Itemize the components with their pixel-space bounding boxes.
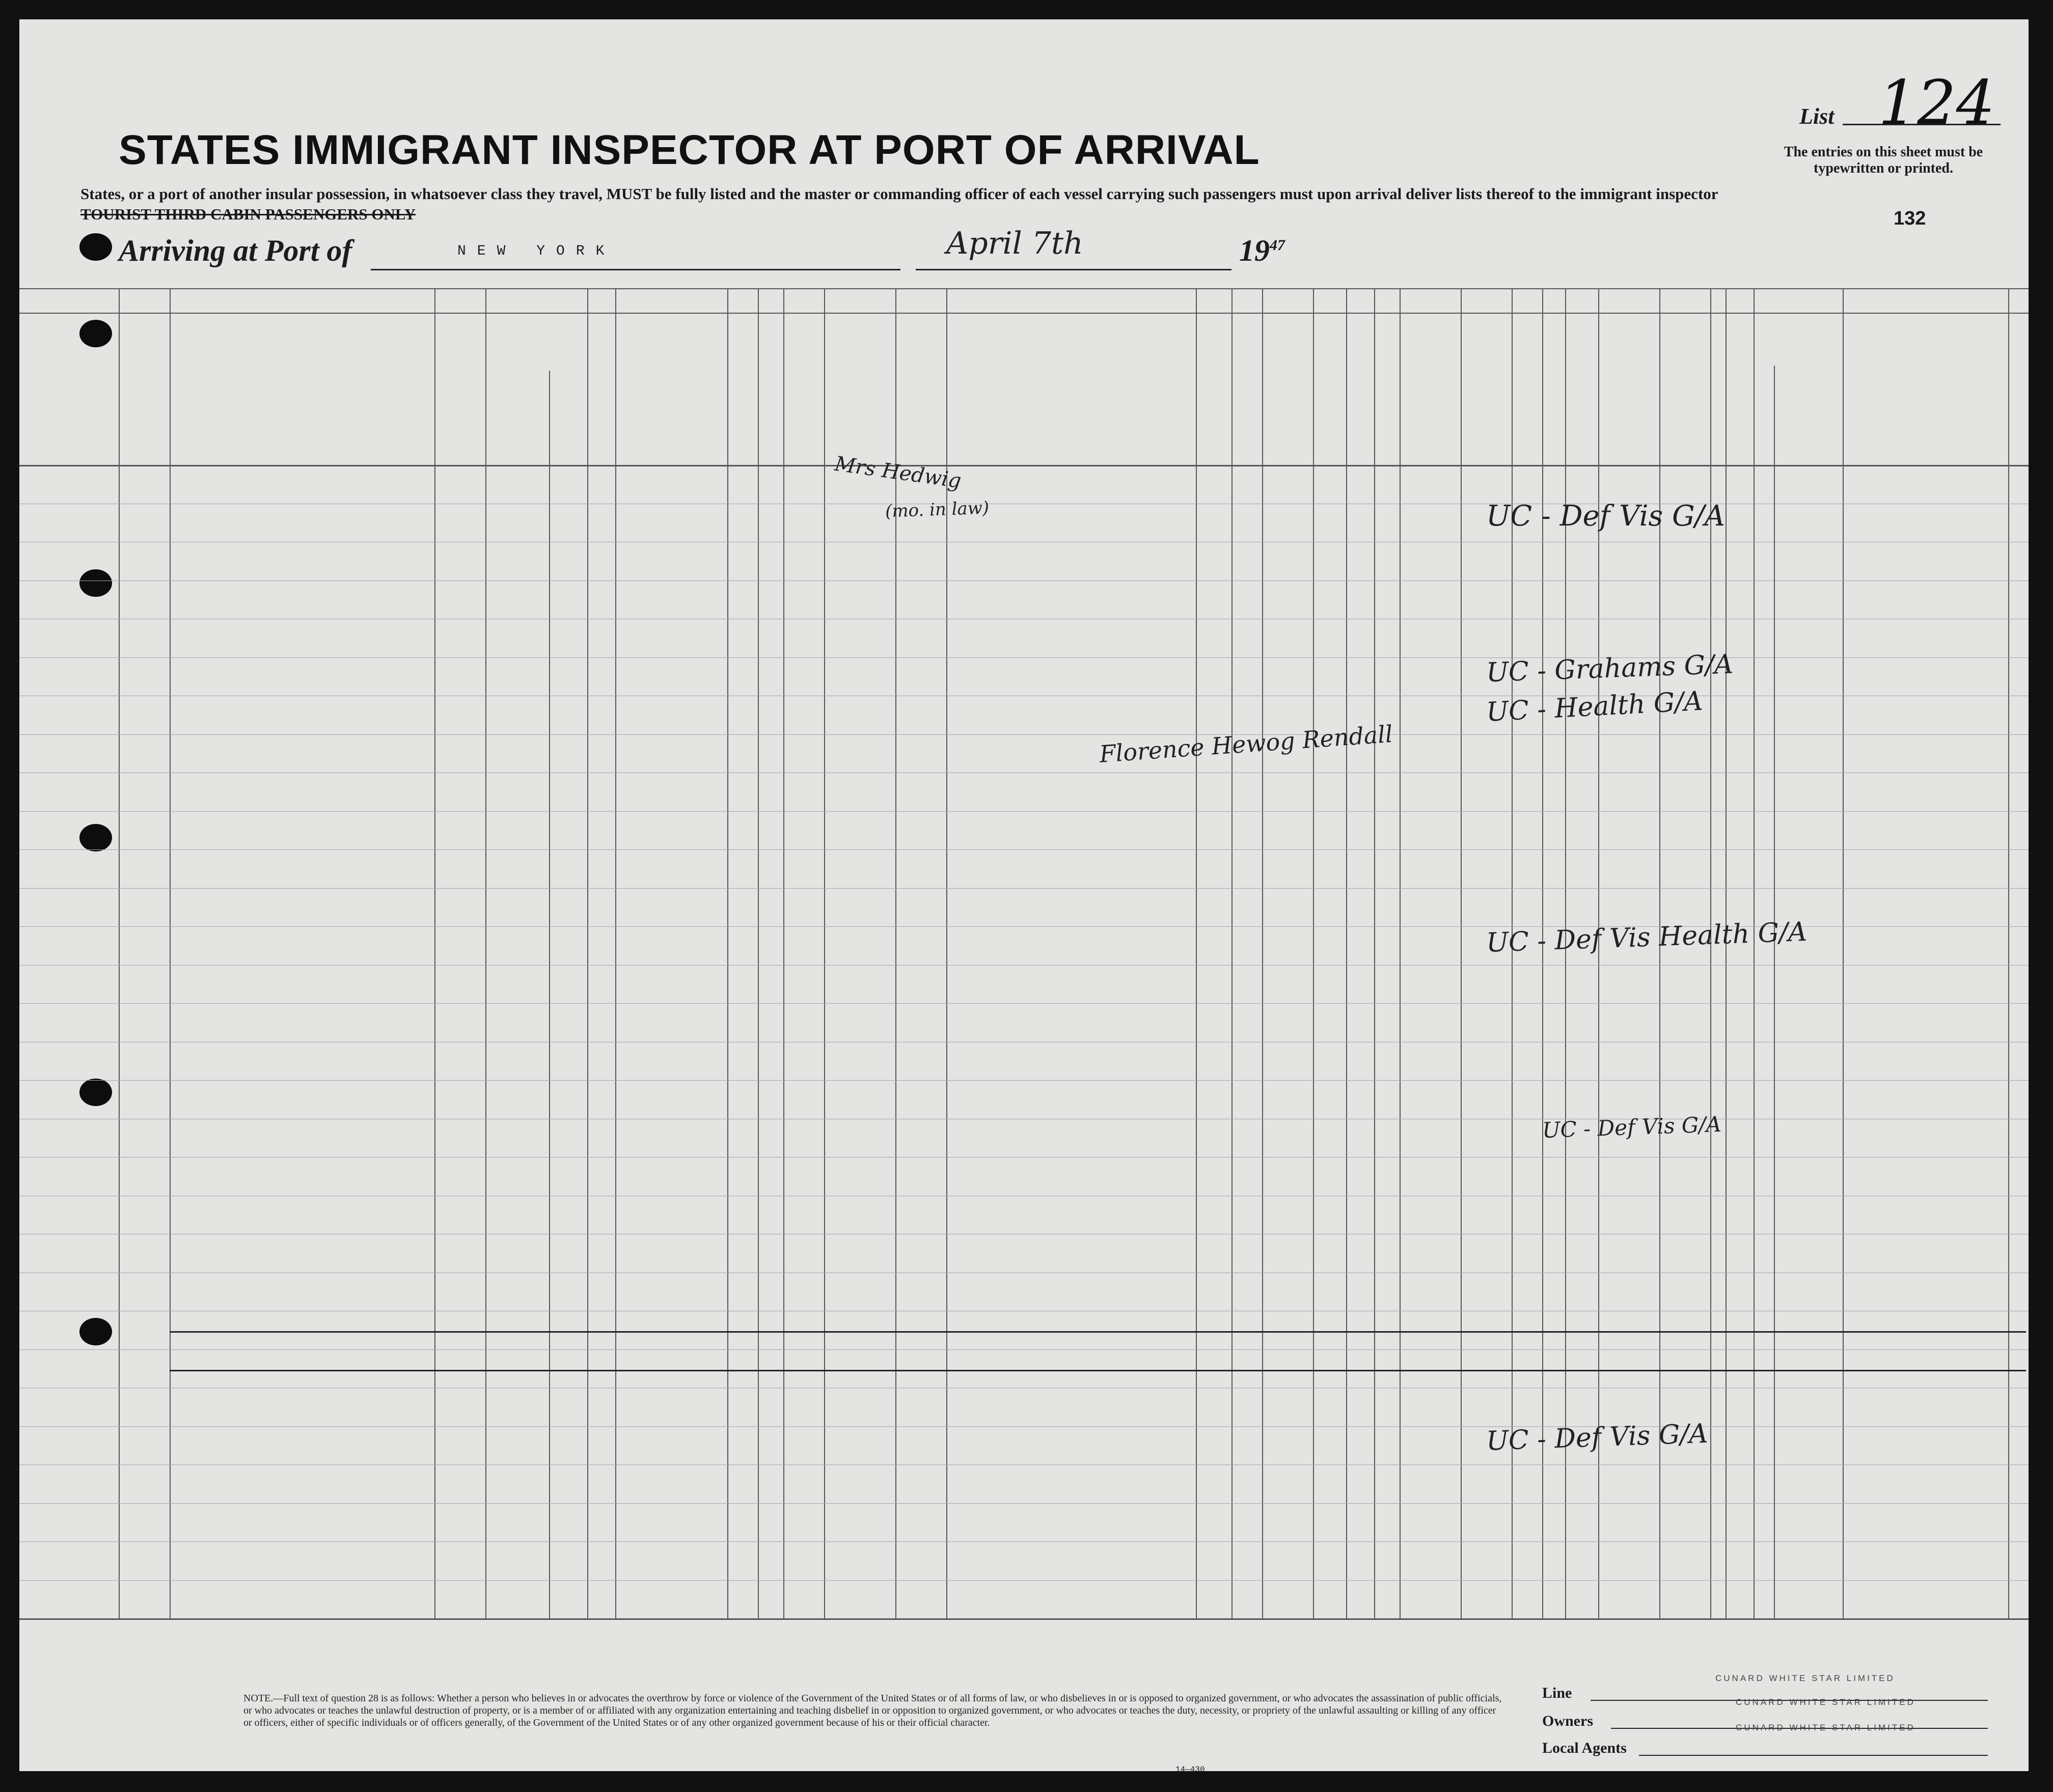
header-join	[1198, 355, 1311, 427]
header-inches	[1775, 406, 1842, 462]
header-anarchist	[1513, 317, 1541, 462]
column-rule	[1659, 288, 1660, 1618]
column-rule	[485, 288, 486, 1618]
arrival-year: $19^{47}$	[1239, 234, 1285, 267]
header-feet	[1755, 406, 1773, 462]
header-deformed	[1728, 350, 1751, 462]
column-rule	[1754, 288, 1755, 1618]
port-underline	[371, 269, 900, 270]
instruction-line: States, or a port of another insular possession, in whatsoever class they travel, MUST be fully listed and the master or commanding officer of each vessel carrying such passengers must upon arrival deliver lists thereof to the immigrant inspector	[80, 185, 1718, 203]
header-where	[897, 411, 944, 427]
column-rule	[587, 288, 588, 1618]
header-height	[1756, 340, 1841, 355]
column-rule	[895, 288, 896, 1618]
column-rule	[2008, 288, 2009, 1618]
handwritten-where: Mrs Hedwig	[833, 452, 963, 493]
column-rule	[1262, 288, 1263, 1618]
company-stamp: CUNARD WHITE STAR LIMITED	[1736, 1723, 1915, 1732]
header-excluded	[1599, 317, 1658, 462]
column-rule	[615, 288, 616, 1618]
header-if-yes	[826, 376, 944, 391]
header-deported	[1660, 317, 1709, 462]
agents-underline	[1639, 1755, 1988, 1756]
header-no-on-list	[121, 355, 168, 437]
column-rule	[758, 288, 759, 1618]
handwritten-overwrite: Florence Hewog Rendall	[1098, 720, 1394, 768]
row-rule	[19, 1426, 2029, 1427]
column-rule	[727, 288, 728, 1618]
punch-hole	[79, 233, 112, 261]
header-usa	[551, 376, 613, 401]
row-rule	[19, 1503, 2029, 1504]
handwritten-overwrite: UC - Def Vis G/A	[1542, 1111, 1722, 1143]
header-date-left	[948, 406, 1194, 457]
handwritten-overwrite: UC - Def Vis G/A	[1486, 1418, 1709, 1457]
column-rule	[1400, 288, 1401, 1618]
header-purpose-b	[1347, 352, 1373, 462]
column-rule	[824, 288, 825, 1618]
column-rule	[1346, 288, 1347, 1618]
header-rule	[19, 465, 2029, 466]
row-rule	[19, 1580, 2029, 1581]
header-period	[826, 406, 893, 447]
row-rule	[19, 811, 2029, 812]
row-rule	[19, 888, 2029, 889]
header-city	[487, 422, 613, 437]
row-rule	[19, 1349, 2029, 1350]
header-health	[1712, 350, 1723, 432]
header-before-sub	[785, 362, 944, 374]
header-purpose-c	[1375, 352, 1399, 462]
question-28-note: NOTE.—Full text of question 28 is as follows: Whether a person who believes in or advocates the overthrow by force or violence of the Government of the United States or of all forms of law, or who disbelieves in or is opposed to organized government, or who advocates the assassination of public officials, or who advocates or teaches the unlawful destruction of property, or is a member of or affiliated with any organization entertaining and teaching disbelief in or opposition to organized government, or who advocates or teaches the duty, necessity, or propriety of the unlawful assaulting or killing of any officer or officers, either of specific individuals or of officers generally, of the Government of the United States or of any other organized government because of his or their official character.	[243, 1693, 1502, 1728]
list-label: List	[1799, 104, 1835, 129]
header-final-destination-sub	[436, 332, 613, 347]
column-rule	[1774, 366, 1775, 1618]
strike-through	[170, 1370, 2026, 1371]
stamp-number: 132	[1894, 208, 1926, 229]
header-yes-no	[785, 401, 822, 437]
header-purpose-a	[1314, 352, 1345, 462]
column-rule	[170, 288, 171, 1618]
company-stamp: CUNARD WHITE STAR LIMITED	[1715, 1673, 1895, 1683]
port-value: NEW YORK	[457, 243, 616, 259]
date-underline	[916, 269, 1231, 270]
punch-hole	[79, 320, 112, 347]
header-by-whom-sub	[729, 381, 756, 457]
header-rule	[19, 1618, 2029, 1620]
list-note: The entries on this sheet must be typewritten or printed.	[1784, 144, 1983, 176]
row-rule	[19, 1541, 2029, 1542]
strike-through	[170, 1331, 2026, 1333]
punch-hole	[79, 569, 112, 597]
arriving-label: Arriving at Port of	[119, 234, 352, 267]
row-rule	[19, 1003, 2029, 1004]
column-rule	[1843, 288, 1844, 1618]
form-code: 14—430	[1175, 1765, 1205, 1771]
header-complexion	[1845, 371, 2006, 391]
column-rule	[1313, 288, 1314, 1618]
column-rule	[434, 288, 435, 1618]
header-by-whom	[729, 345, 756, 376]
handwritten-note: (mo. in law)	[885, 497, 990, 522]
header-money	[759, 317, 782, 462]
list-number: 124	[1878, 68, 1995, 139]
row-rule	[19, 849, 2029, 850]
column-rule	[119, 288, 120, 1618]
header-before	[785, 327, 944, 363]
header-labor-offer	[1566, 317, 1597, 462]
column-rule	[1710, 288, 1711, 1618]
company-stamp: CUNARD WHITE STAR LIMITED	[1736, 1697, 1915, 1707]
handwritten-overwrite: UC - Def Vis G/A	[1486, 499, 1726, 533]
header-purpose	[1315, 322, 1398, 347]
header-relative	[172, 345, 432, 457]
header-polygamist	[1462, 317, 1511, 462]
column-rule	[783, 288, 784, 1618]
handwritten-overwrite: UC - Grahams G/A	[1486, 649, 1734, 688]
header-hair	[2010, 406, 2029, 422]
handwritten-overwrite: UC - Def Vis Health G/A	[1486, 917, 1808, 958]
column-rule	[1726, 288, 1727, 1618]
class-line: TOURIST THIRD CABIN PASSENGERS ONLY	[80, 205, 416, 223]
row-rule	[19, 965, 2029, 966]
column-rule	[1231, 288, 1233, 1618]
row-rule	[19, 734, 2029, 735]
header-ticket	[616, 317, 726, 462]
column-rule	[1461, 288, 1462, 1618]
punch-hole	[79, 1318, 112, 1345]
row-rule	[19, 1080, 2029, 1081]
handwritten-overwrite: UC - Health G/A	[1485, 685, 1704, 728]
arrival-date: April 7th	[946, 226, 1083, 261]
punch-hole	[79, 1079, 112, 1106]
owners-label: Owners	[1542, 1713, 1593, 1729]
header-rule	[19, 313, 2029, 314]
column-rule	[1196, 288, 1197, 1618]
agents-label: Local Agents	[1542, 1740, 1627, 1756]
header-color-of	[2010, 340, 2029, 355]
column-rule	[1374, 288, 1375, 1618]
header-rule	[19, 288, 2029, 289]
manifest-title: STATES IMMIGRANT INSPECTOR AT PORT OF ARRIVAL	[119, 127, 1260, 173]
header-prison	[1401, 317, 1460, 462]
line-label: Line	[1542, 1685, 1572, 1701]
column-rule	[549, 371, 550, 1618]
punch-hole	[79, 824, 112, 851]
manifest-sheet	[19, 19, 2029, 1771]
header-overthrow	[1543, 317, 1564, 462]
